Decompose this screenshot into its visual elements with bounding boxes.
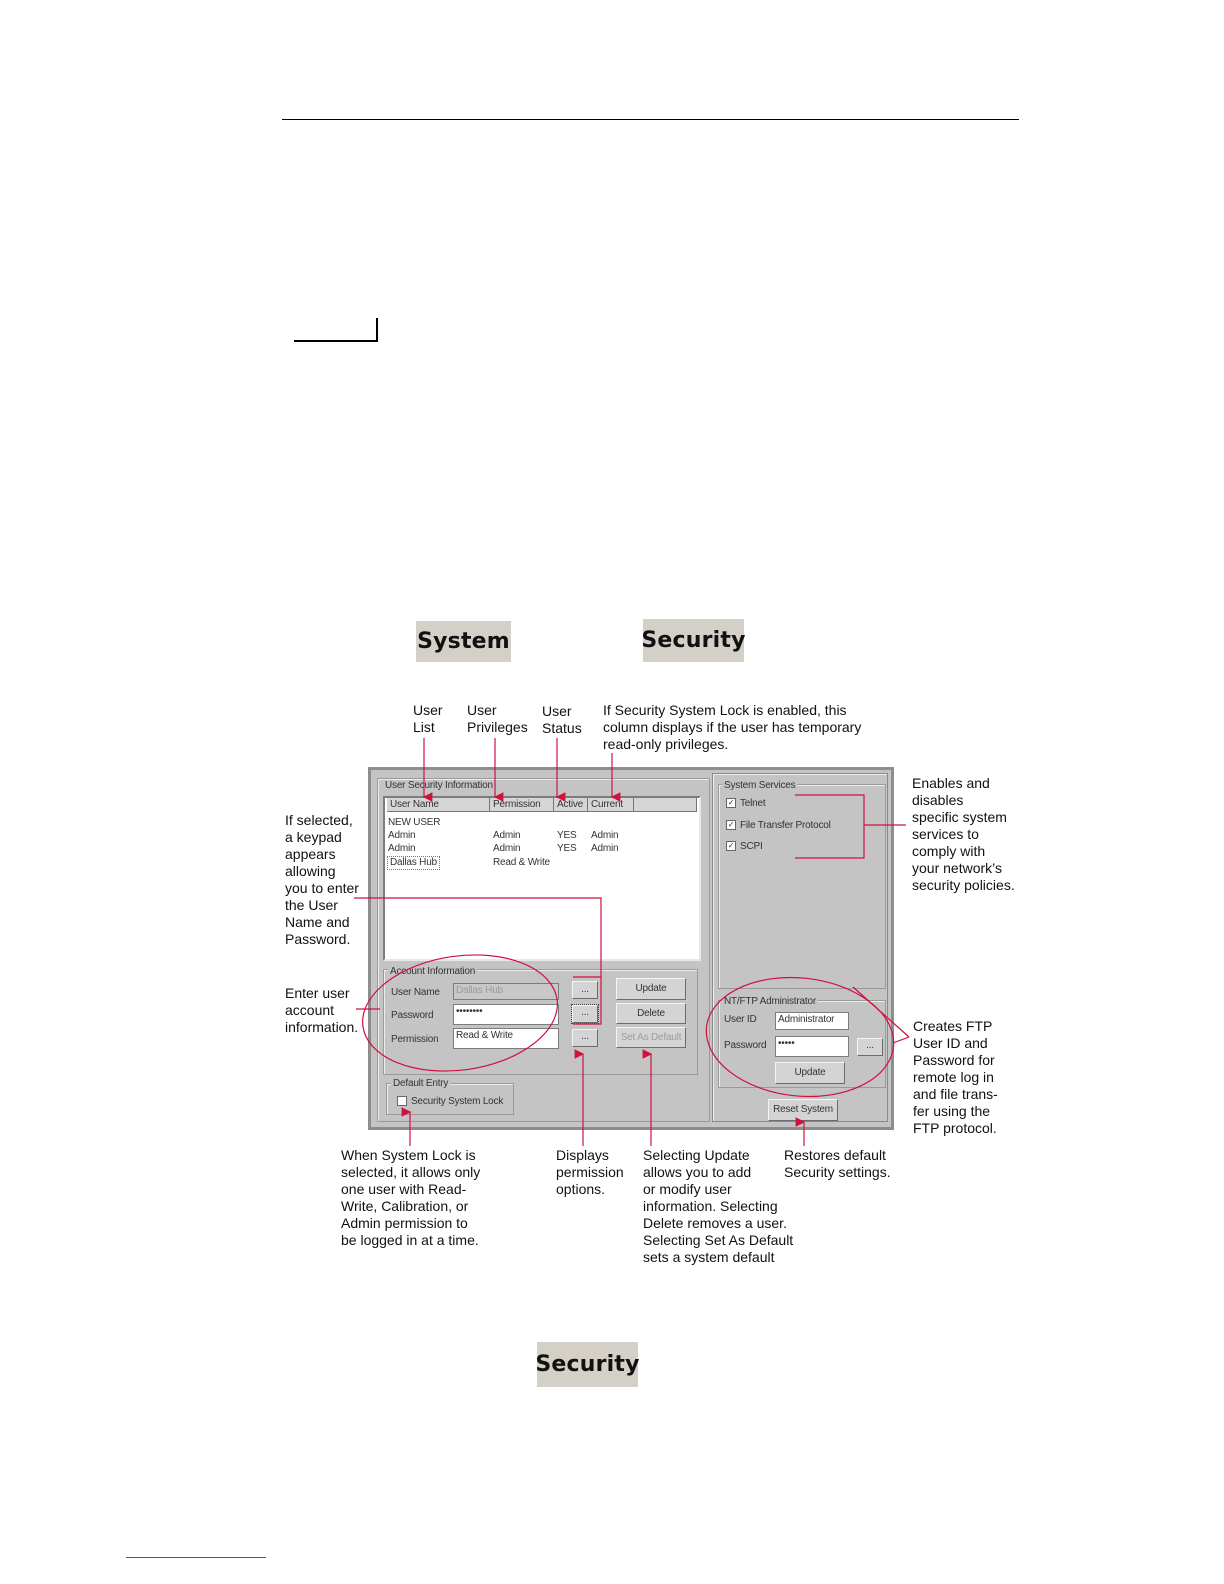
admin-user-id-label: User ID	[724, 1014, 757, 1025]
row-2-active: YES	[557, 830, 577, 841]
row-3-current: Admin	[591, 843, 619, 854]
user-name-keypad-button[interactable]: ...	[572, 981, 598, 999]
col-user-name[interactable]: User Name	[387, 798, 490, 812]
row-1-user[interactable]: NEW USER	[388, 817, 441, 828]
line-ftp-2	[893, 1037, 909, 1043]
note-reset: Restores default Security settings.	[784, 1147, 891, 1180]
col-permission[interactable]: Permission	[490, 798, 554, 812]
admin-keypad-button[interactable]: ...	[857, 1038, 883, 1056]
row-2-current: Admin	[591, 830, 619, 841]
ellipse-account	[355, 943, 565, 1083]
note-permission-options: Displays permission options.	[556, 1147, 624, 1197]
password-keypad-button[interactable]: ...	[572, 1005, 598, 1023]
user-security-title: User Security Information	[385, 780, 493, 791]
admin-title: NT/FTP Administrator	[724, 996, 816, 1007]
ftp-check-icon[interactable]: ✓	[727, 820, 735, 830]
user-name-field[interactable]: Dallas Hub	[453, 983, 559, 1000]
admin-password-label: Password	[724, 1040, 767, 1051]
row-2-user[interactable]: Admin	[388, 830, 416, 841]
permission-options-button[interactable]: ...	[572, 1029, 598, 1047]
admin-user-id-field[interactable]: Administrator	[775, 1012, 849, 1030]
line-keypad	[354, 898, 601, 1024]
note-keypad: If selected, a keypad appears allowing you to enter the User Name and Password.	[285, 812, 359, 947]
scpi-check-icon[interactable]: ✓	[727, 841, 735, 851]
note-user-list: User List	[413, 702, 443, 735]
security-softkey-bottom[interactable]: Security	[537, 1342, 638, 1387]
note-system-services: Enables and disables specific system services to comply with your network’s security policies.	[912, 775, 1015, 893]
admin-update-button[interactable]: Update	[775, 1062, 845, 1084]
default-entry-title: Default Entry	[393, 1078, 449, 1089]
note-current-column: If Security System Lock is enabled, this column displays if the user has temporary read-only privileges.	[603, 702, 862, 752]
telnet-check-icon[interactable]: ✓	[727, 798, 735, 808]
row-4-permission: Read & Write	[493, 857, 550, 868]
col-active[interactable]: Active	[554, 798, 588, 812]
row-2-permission: Admin	[493, 830, 521, 841]
note-update-delete: Selecting Update allows you to add or modify user information. Selecting Delete removes a user. Selecting Set As Default sets a system default	[643, 1147, 794, 1265]
permission-label: Permission	[391, 1034, 439, 1045]
admin-password-field[interactable]: •••••	[775, 1036, 849, 1057]
user-name-label: User Name	[391, 987, 440, 998]
bracket-services	[795, 795, 864, 858]
security-softkey[interactable]: Security	[643, 619, 744, 662]
password-field[interactable]: ••••••••	[453, 1004, 559, 1025]
reset-system-button[interactable]: Reset System	[768, 1099, 838, 1121]
account-info-title: Account Information	[390, 966, 476, 977]
scpi-label: SCPI	[740, 841, 763, 852]
update-button[interactable]: Update	[616, 978, 686, 1000]
ftp-label: File Transfer Protocol	[740, 820, 831, 831]
ellipse-admin	[700, 968, 899, 1105]
row-3-user[interactable]: Admin	[388, 843, 416, 854]
row-4-user[interactable]: Dallas Hub	[387, 856, 440, 870]
row-3-active: YES	[557, 843, 577, 854]
row-3-permission: Admin	[493, 843, 521, 854]
set-as-default-button[interactable]: Set As Default	[616, 1027, 686, 1048]
note-account-info: Enter user account information.	[285, 985, 359, 1035]
col-current[interactable]: Current	[588, 798, 634, 812]
security-lock-label: Security System Lock	[411, 1096, 504, 1107]
system-softkey[interactable]: System	[416, 621, 511, 662]
line-ftp-1	[853, 987, 909, 1037]
note-user-status: User Status	[542, 703, 582, 736]
note-ftp-admin: Creates FTP User ID and Password for remote log in and file trans- fer using the FTP protocol.	[913, 1018, 998, 1136]
permission-field[interactable]: Read & Write	[453, 1028, 559, 1049]
note-user-privileges: User Privileges	[467, 702, 528, 735]
telnet-label: Telnet	[740, 798, 766, 809]
password-label: Password	[391, 1010, 434, 1021]
delete-button[interactable]: Delete	[616, 1003, 686, 1024]
note-system-lock: When System Lock is selected, it allows only one user with Read- Write, Calibration, or Admin permission to be logged in at a time.	[341, 1147, 481, 1248]
system-services-title: System Services	[724, 780, 796, 791]
